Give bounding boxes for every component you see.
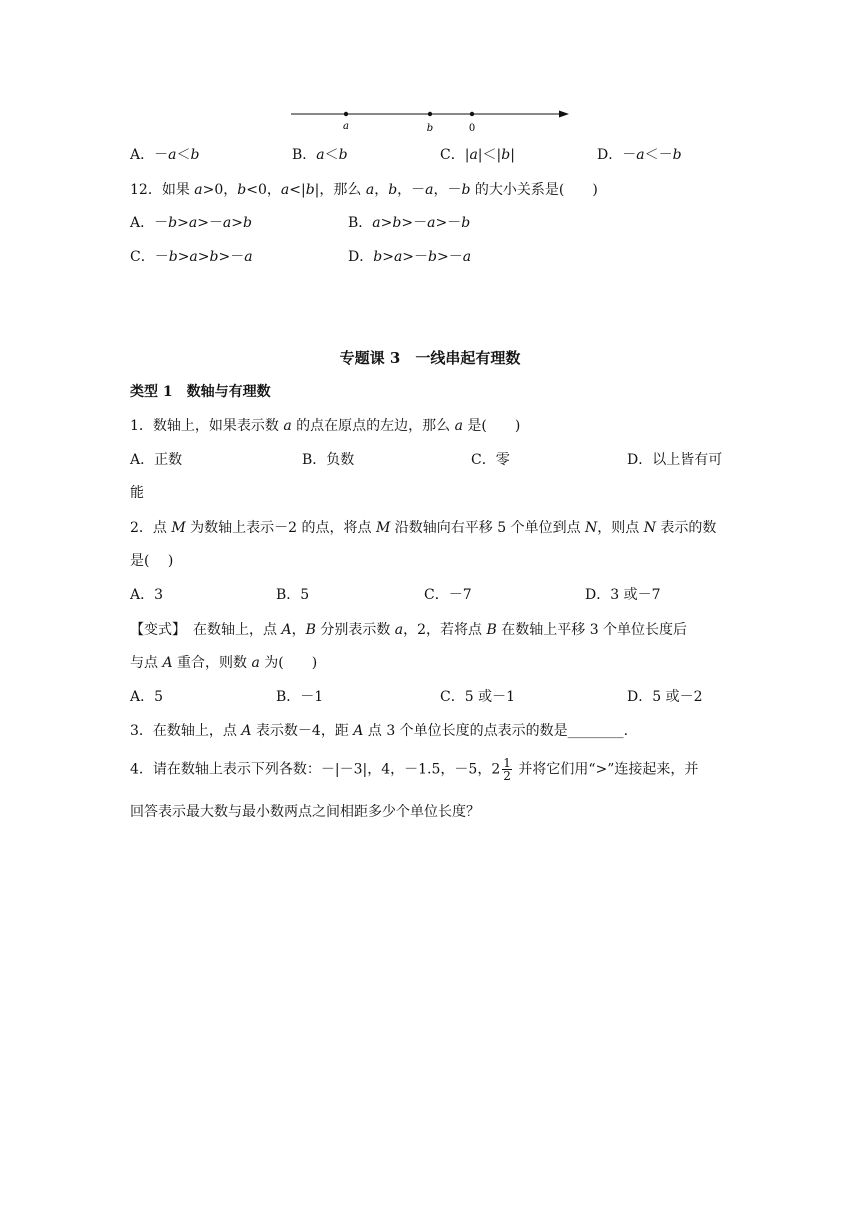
q2-stem-line2: 是( ) <box>130 553 174 569</box>
q2-option-d[interactable]: D．3 或－7 <box>585 587 661 603</box>
point-b <box>428 112 432 116</box>
q2-option-c[interactable]: C．－7 <box>424 587 472 603</box>
type-heading: 类型 1 数轴与有理数 <box>130 384 271 400</box>
q12-option-c[interactable]: C．－b>a>b>－a <box>130 249 253 265</box>
q1-option-c[interactable]: C．零 <box>471 452 510 468</box>
q1-option-b[interactable]: B．负数 <box>302 452 355 468</box>
q4-stem-line1: 4．请在数轴上表示下列各数：－|－3|，4，－1.5，－5，2 $\frac{1}{2}$ 并将它们用“>”连接起来，并 <box>130 756 699 783</box>
variant-option-b[interactable]: B．－1 <box>276 689 324 705</box>
number-line-arrow <box>559 111 569 118</box>
q1-stem: 1．数轴上，如果表示数 a 的点在原点的左边，那么 a 是( ) <box>130 418 521 434</box>
q12-option-b[interactable]: B．a>b>－a>－b <box>348 215 471 231</box>
q1-option-a[interactable]: A．正数 <box>130 452 183 468</box>
variant-option-d[interactable]: D．5 或－2 <box>627 689 703 705</box>
mixed-fraction: $\frac{1}{2}$ <box>503 756 511 783</box>
number-line-figure <box>285 100 575 136</box>
section-title: 专题课 3 一线串起有理数 <box>339 349 521 367</box>
variant-option-c[interactable]: C．5 或－1 <box>440 689 515 705</box>
point-zero <box>470 112 474 116</box>
label-a: a <box>343 121 349 132</box>
q1-option-d-continued: 能 <box>130 485 144 501</box>
variant-stem-line1: 【变式】 在数轴上，点 A，B 分别表示数 a，2，若将点 B 在数轴上平移 3 个单位长度后 <box>130 622 688 638</box>
q11-option-c[interactable]: C．|a|＜|b| <box>440 147 515 163</box>
q4-stem-line2: 回答表示最大数与最小数两点之间相距多少个单位长度？ <box>130 804 480 820</box>
q11-option-b[interactable]: B．a＜b <box>292 147 348 163</box>
variant-stem-line2: 与点 A 重合，则数 a 为( ) <box>130 655 318 671</box>
q2-option-b[interactable]: B．5 <box>276 587 310 603</box>
q3-stem: 3．在数轴上，点 A 表示数－4，距 A 点 3 个单位长度的点表示的数是________. <box>130 723 629 739</box>
label-zero: 0 <box>468 123 476 134</box>
label-b: b <box>426 123 434 134</box>
point-a <box>344 112 348 116</box>
variant-option-a[interactable]: A．5 <box>130 689 164 705</box>
q11-option-d[interactable]: D．－a＜－b <box>597 147 682 163</box>
q11-option-a[interactable]: A．－a＜b <box>130 147 200 163</box>
q1-option-d[interactable]: D．以上皆有可 <box>627 452 723 468</box>
q2-option-a[interactable]: A．3 <box>130 587 164 603</box>
q12-option-d[interactable]: D．b>a>－b>－a <box>348 249 472 265</box>
q12-stem: 12．如果 a>0，b<0，a<|b|，那么 a，b，－a，－b 的大小关系是( ) <box>130 182 598 198</box>
q12-option-a[interactable]: A．－b>a>－a>b <box>130 215 252 231</box>
q2-stem-line1: 2．点 M 为数轴上表示－2 的点，将点 M 沿数轴向右平移 5 个单位到点 N，则点 N 表示的数 <box>130 520 717 536</box>
